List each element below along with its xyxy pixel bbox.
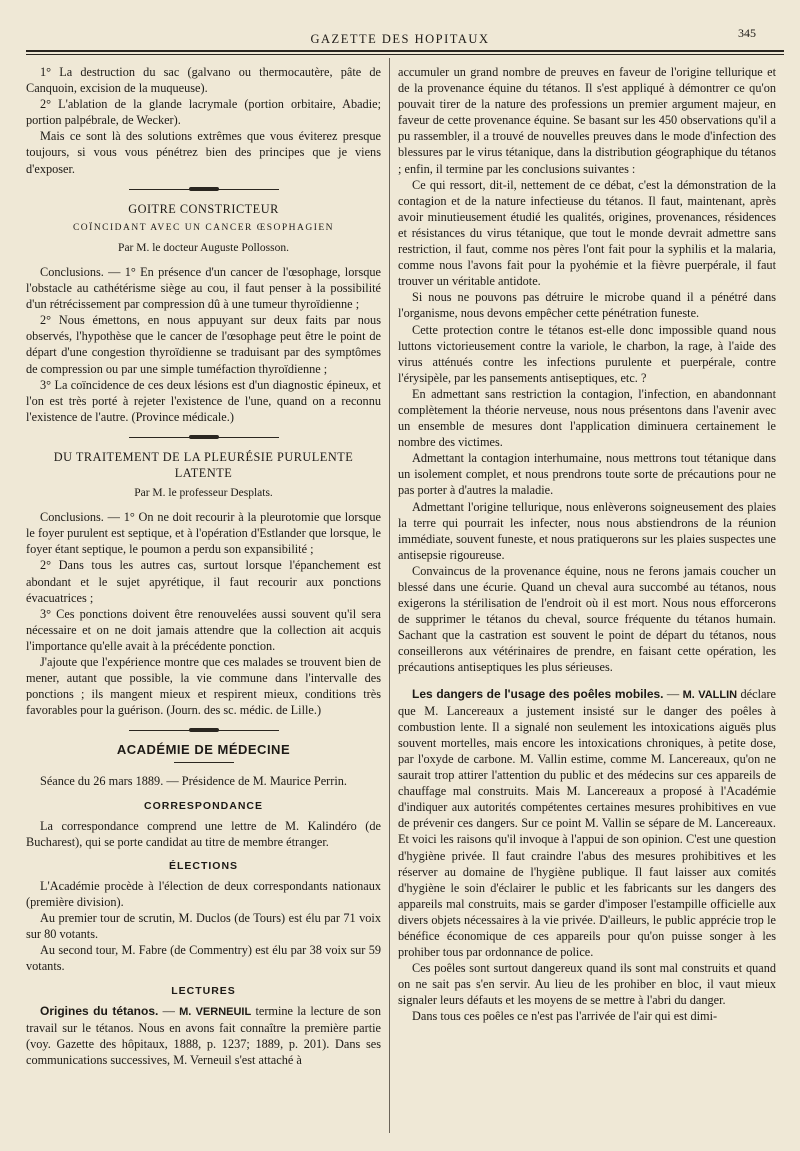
article-byline: Par M. le professeur Desplats.	[134, 487, 273, 500]
section-heading: ACADÉMIE DE MÉDECINE	[116, 742, 291, 758]
paragraph: accumuler un grand nombre de preuves en faveur de l'origine tellurique et de la provenance équine du tétanos. Il s'est appliqué à démontrer ce qu'on pouvait tirer de la nature des professions un premier argument majeur, en faveur de cette provenance équine. Se basant sur les 450 observations qu'il a pu rassembler, il a trouvé de nouvelles preuves dans le mode d'infection des blessures par le virus tétanique, dans la distribution géographique du tétanos ; enfin, il termine par les conclusions suivantes :	[398, 65, 776, 176]
paragraph: Conclusions. — 1° En présence d'un cancer de l'œsophage, lorsque l'obstacle au cathétérisme siège au cou, il faut penser à la possibilité d'un rétrécissement par compression dû à une tumeur thyroïdienne ;	[26, 264, 381, 312]
paragraph: Conclusions. — 1° On ne doit recourir à la pleurotomie que lorsque le foyer purulent est septique, et à l'opération d'Estlander que lorsque, le foyer étant septique, le poumon a perdu son expansibilité ;	[26, 510, 381, 557]
article-byline: Par M. le docteur Auguste Pollosson.	[118, 241, 289, 254]
paragraph: L'Académie procède à l'élection de deux correspondants nationaux (première division).	[26, 878, 381, 910]
lead-text: déclare que M. Lancereaux a justement insisté sur le danger des poêles à combustion lente. Il a signalé non seulement les intoxications aiguës plus souvent mortelles, mais encore les intoxications chroniques, à petite dose, par l'oxyde de carbone. M. Vallin estime, comme M. Lancereaux, qu'on ne saurait trop attirer l'attention du public et des médecins sur ces appareils de chauffage mal construits. Mais M. Lancereaux a proposé à l'Académie d'indiquer aux autorités compétentes certaines mesures prohibitives en vue de prévenir ces dangers. Sur ce point M. Vallin se sépare de M. Lancereaux. Et voici les raisons qu'il invoque à l'appui de son opinion. C'est une question d'hygiène privée. Il faut craindre l'abus des mesures prohibitives et les réserver au domaine de l'hygiène publique. Il faut laisser aux comités d'hygiène le soin d'éclairer le public et les fabricants sur les dangers des appareils mal construits, mais se garder d'imposer l'estampille officielle aux divers objets nécessaires à la vie privée. D'ailleurs, le public apprécie trop le bénéfice économique de ces appareils pour qu'on puisse songer à les prohiber tous par ordonnance de police.	[398, 686, 777, 960]
header-rule-thin	[26, 54, 784, 55]
paragraph: Ce qui ressort, dit-il, nettement de ce débat, c'est la démonstration de la contagion et de la nature infectieuse du tétanos. Il faut, maintenant, après avoir minutieusement étudié les qualités, origines, provenances, résidences et résistances du virus tétanique, que tout le monde devrait admettre sans restriction, il faut, comme nos pères l'ont fait pour la syphilis et la malaria, comme nous l'avons fait pour la pyohémie et la fièvre puerpérale, il faut trouver un véritable antidote.	[398, 177, 776, 289]
paragraph: 2° L'ablation de la glande lacrymale (portion orbitaire, Abadie; portion palpébrale, de Wecker).	[26, 97, 381, 128]
paragraph: 1° La destruction du sac (galvano ou thermocautère, pâte de Canquoin, excision de la muqueuse).	[26, 65, 381, 96]
lead-author: M. VALLIN	[682, 688, 738, 701]
paragraph: J'ajoute que l'expérience montre que ces malades se trouvent bien de mener, autant que possible, la vie commune dans l'intervalle des ponctions ; ils mangent mieux et respirent mieux, conditions très favorables pour la guérison. (Journ. des sc. médic. de Lille.)	[26, 655, 381, 718]
section-ornament	[129, 186, 279, 192]
left-column	[26, 64, 381, 1068]
paragraph: Si nous ne pouvons pas détruire le microbe quand il a pénétré dans l'organisme, nous devons empêcher cette pénétration funeste.	[398, 290, 776, 321]
running-head: GAZETTE DES HOPITAUX	[310, 32, 490, 46]
paragraph: Convaincus de la provenance équine, nous ne ferons jamais coucher un blessé dans une écurie. Quand un cheval aura succombé au tétanos, nous exigerons la stérilisation de l'endroit où il est mort. Nous nous efforcerons de supprimer le tétanos du cheval, source fréquente du tétanos humain. Sachant que la castration est souvent le point de départ du tétanos, nous conseillerons aux vétérinaires de prendre, en faisant cette opération, les précautions antiseptiques les plus sérieuses.	[398, 563, 776, 675]
paragraph: La correspondance comprend une lettre de M. Kalindéro (de Bucharest), qui se porte candidat au titre de membre étranger.	[26, 818, 381, 849]
article-title: DU TRAITEMENT DE LA PLEURÉSIE PURULENTE LATENTE	[53, 449, 354, 480]
paragraph: Au premier tour de scrutin, M. Duclos (de Tours) est élu par 71 voix sur 80 votants.	[26, 911, 381, 942]
header-rule	[26, 50, 784, 52]
paragraph: 2° Nous émettons, en nous appuyant sur deux faits par nous observés, l'hypothèse que le cancer de l'œsophage peut être le point de départ d'une congestion thyroïdienne se traduisant par des symptômes de compression ou par une simple tuméfaction thyroïdienne ;	[26, 313, 381, 376]
right-column	[398, 64, 776, 1025]
paragraph: 2° Dans tous les autres cas, surtout lorsque l'épanchement est abondant et le sujet apyrétique, il faut recourir aux ponctions évacuatrices ;	[26, 558, 381, 605]
session-line: Séance du 26 mars 1889. — Présidence de M. Maurice Perrin.	[40, 774, 347, 789]
paragraph: Admettant la contagion interhumaine, nous mettrons tout tétanique dans un isolement complet, et nous prendrons toute sorte de précautions pour ne pas porter à d'autres la maladie.	[398, 451, 776, 498]
lead-author: M. VERNEUIL	[179, 1005, 252, 1018]
subheading: ÉLECTIONS	[168, 859, 239, 872]
lead-text: termine la lecture de son travail sur le tétanos. Nous en avons fait connaître la première partie (voy. Gazette des hôpitaux, 1888, p. 1237; 1889, p. 201). Dans ses communications successives, M. Verneuil s'est attaché à	[26, 1003, 381, 1067]
subheading: CORRESPONDANCE	[143, 799, 263, 812]
section-ornament	[129, 727, 279, 733]
column-divider	[389, 58, 390, 1133]
spacer	[398, 676, 776, 686]
paragraph: 3° La coïncidence de ces deux lésions est d'un diagnostic épineux, et l'on est très porté à rejeter l'existence de l'une, quand on a reconnu l'existence de l'autre. (Province médicale.)	[26, 377, 381, 424]
lead-title: Origines du tétanos.	[40, 1003, 159, 1018]
paragraph: Au second tour, M. Fabre (de Commentry) est élu par 38 voix sur 59 votants.	[26, 943, 381, 974]
page-number: 345	[738, 26, 756, 40]
paragraph: Dans tous ces poêles ce n'est pas l'arrivée de l'air qui est dimi-	[412, 1009, 718, 1024]
paragraph: 3° Ces ponctions doivent être renouvelées aussi souvent qu'il sera nécessaire et on ne doit jamais attendre que la collection ait acquis l'importance qu'elle avait à la précédente ponction.	[26, 606, 381, 653]
section-ornament	[129, 434, 279, 440]
paragraph: Cette protection contre le tétanos est-elle donc impossible quand nous luttons victorieusement contre la variole, le charbon, la rage, à l'aide des virus atténués contre les infections purulente et puerpérale, contre l'érysipèle, par les pansements antiseptiques, etc. ?	[398, 322, 776, 385]
paragraph: En admettant sans restriction la contagion, l'infection, en abandonnant complètement la théorie nerveuse, nous nous présentons dans l'avenir avec un ensemble de mesures dont l'application diminuera certainement le nombre des victimes.	[398, 386, 776, 450]
paragraph: Les dangers de l'usage des poêles mobiles. — M. VALLIN déclare que M. Lancereaux a justement insisté sur le danger des poêles à combustion lente. Il a signalé non seulement les intoxications aiguës plus souvent mortelles, mais encore les intoxications chroniques, à petite dose, par l'oxyde de carbone. M. Vallin estime, comme M. Lancereaux, qu'on ne saurait trop attirer l'attention du public et des médecins sur ces appareils de chauffage mal construits. Mais M. Lancereaux a proposé à l'Académie d'indiquer aux autorités compétentes certaines mesures prohibitives en vue de prévenir ces dangers. Sur ce point M. Vallin se sépare de M. Lancereaux. Et voici les raisons qu'il invoque à l'appui de son opinion. C'est une question d'hygiène privée. Il faut craindre l'abus des mesures prohibitives et les réserver au domaine de l'hygiène publique. Il faut laisser aux comités d'hygiène le soin d'éclairer le public et les fabricants sur les dangers des appareils mal construits, mais se garder d'imposer l'estampille officielle aux divers objets nécessaires à la vie privée. D'ailleurs, le public apprécie trop le bénéfice économique de ces appareils pour qu'on puisse songer à les prohiber tous par ordonnance de police.	[398, 686, 777, 960]
article-title: GOITRE CONSTRICTEUR	[128, 201, 279, 216]
article-subtitle: COÏNCIDANT AVEC UN CANCER ŒSOPHAGIEN	[72, 222, 335, 233]
subheading: LECTURES	[171, 984, 236, 997]
paragraph: Mais ce sont là des solutions extrêmes que vous éviterez presque toujours, si vous vous pénétrez bien des principes que je viens d'exposer.	[26, 129, 381, 176]
paragraph: Ces poêles sont surtout dangereux quand ils sont mal construits et quand on ne sait pas s'en servir. Au lieu de les prohiber en bloc, il vaut mieux signaler leurs défauts et les moyens de se mettre à l'abri du danger.	[398, 961, 776, 1008]
paragraph: Origines du tétanos. — M. VERNEUIL termine la lecture de son travail sur le tétanos. Nous en avons fait connaître la première partie (voy. Gazette des hôpitaux, 1888, p. 1237; 1889, p. 201). Dans ses communications successives, M. Verneuil s'est attaché à	[26, 1003, 381, 1067]
paragraph: Admettant l'origine tellurique, nous enlèverons soigneusement des plaies la terre qui pourrait les infecter, nous nous abstiendrons de la réunion immédiate, souvent funeste, et nous pratiquerons sur les plaies suspectes une antisepsie rigoureuse.	[398, 499, 776, 562]
heading-rule	[174, 762, 234, 763]
lead-title: Les dangers de l'usage des poêles mobiles.	[412, 686, 664, 701]
